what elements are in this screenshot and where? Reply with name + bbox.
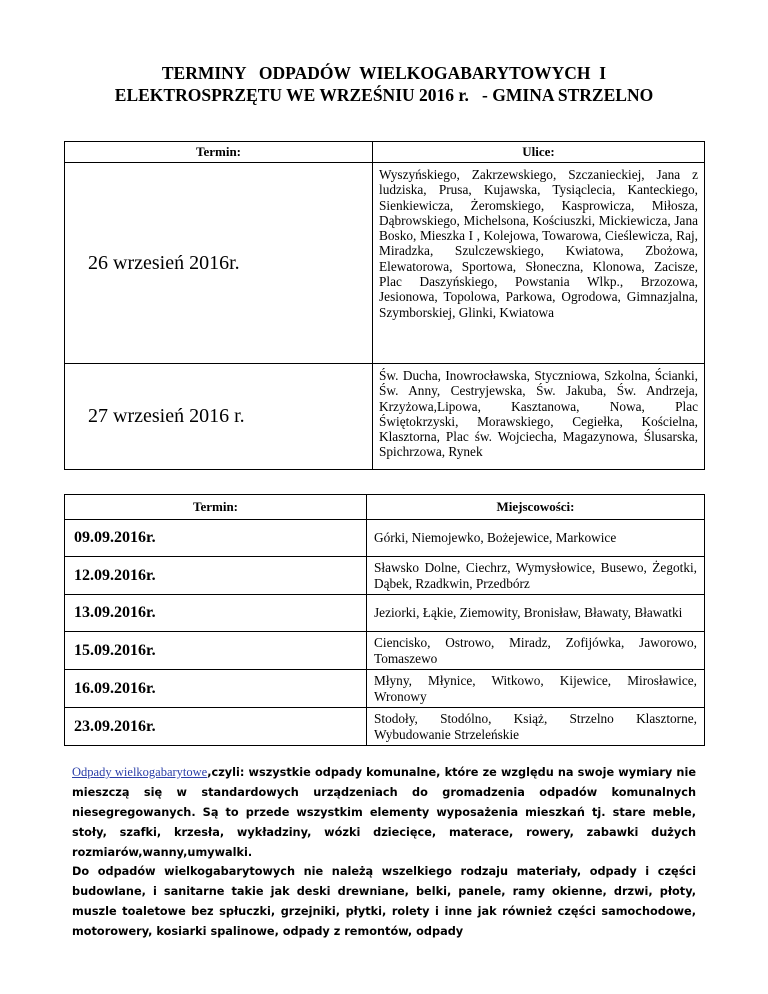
village-list: Młyny, Młynice, Witkowo, Kijewice, Mirosławice, Wronowy bbox=[367, 670, 705, 708]
exclusions-text: Do odpadów wielkogabarytowych nie należą wszelkiego rodzaju materiały, odpady i części budowlane, i sanitarne takie jak deski drewniane, belki, panele, ramy okienne, drzwi, płoty, muszle toaletowe bez spłuczki, grzejniki, płytki, rolety i inne jak również części samochodowe, motorowery, kosiarki spalinowe, odpady z remontów, odpady bbox=[72, 865, 696, 938]
collection-date: 13.09.2016r. bbox=[65, 595, 367, 632]
collection-date: 09.09.2016r. bbox=[65, 520, 367, 557]
table-row bbox=[65, 632, 705, 670]
collection-date: 12.09.2016r. bbox=[65, 557, 367, 595]
street-list: Wyszyńskiego, Zakrzewskiego, Szczanieckiej, Jana z ludziska, Prusa, Kujawska, Tysiąclecia, Kanteckiego, Sienkiewicza, Żeromskiego, Kasprowicza, Miłosza, Dąbrowskiego, Michelsona, Kościuszki, Mickiewicza, Jana Bosko, Mieszka I , Kolejowa, Towarowa, Cieślewicza, Raj, Miradzka, Szulczewskiego, Kwiatowa, Zbożowa, Elewatorowa, Sportowa, Słoneczna, Klonowa, Zacisze, Plac Daszyńskiego, Powstania Wlkp., Brzozowa, Jesionowa, Topolowa, Parkowa, Ogrodowa, Gimnazjalna, Szymborskiej, Glinki, Kwiatowa bbox=[373, 163, 705, 364]
column-header-places: Miejscowości: bbox=[367, 495, 705, 520]
definition-text: ,czyli: wszystkie odpady komunalne, które ze względu na swoje wymiary nie mieszczą się w standardowych urządzeniach do gromadzenia odpadów komunalnych niesegregowanych. Są to przede wszystkim elementy wyposażenia mieszkań tj. stare meble, stoły, szafki, krzesła, wykładziny, wózki dziecięce, materace, rowery, zabawki dużych rozmiarów,wanny,umywalki. bbox=[72, 766, 696, 859]
village-list: Górki, Niemojewko, Bożejewice, Markowice bbox=[367, 520, 705, 557]
bulky-waste-link[interactable]: Odpady wielkogabarytowe bbox=[72, 765, 208, 779]
document-title bbox=[0, 62, 768, 106]
collection-date: 26 wrzesień 2016r. bbox=[65, 163, 373, 364]
village-list: Sławsko Dolne, Ciechrz, Wymysłowice, Busewo, Żegotki, Dąbek, Rzadkwin, Przedbórz bbox=[367, 557, 705, 595]
collection-date: 27 wrzesień 2016 r. bbox=[65, 364, 373, 470]
table-row bbox=[65, 708, 705, 746]
exclusions-paragraph bbox=[72, 862, 696, 942]
villages-schedule-table bbox=[64, 494, 705, 746]
table-header-row bbox=[65, 495, 705, 520]
village-list: Jeziorki, Łąkie, Ziemowity, Bronisław, Bławaty, Bławatki bbox=[367, 595, 705, 632]
street-list: Św. Ducha, Inowrocławska, Styczniowa, Szkolna, Ścianki, Św. Anny, Cestryjewska, Św. Jakuba, Św. Andrzeja, Krzyżowa,Lipowa, Kasztanowa, Nowa, Plac Świętokrzyski, Morawskiego, Cegiełka, Kościelna, Klasztorna, Plac św. Wojciecha, Magazynowa, Ślusarska, Spichrzowa, Rynek bbox=[373, 364, 705, 470]
table-header-row bbox=[65, 142, 705, 163]
column-header-streets: Ulice: bbox=[373, 142, 705, 163]
village-list: Stodoły, Stodólno, Książ, Strzelno Klasztorne, Wybudowanie Strzeleńskie bbox=[367, 708, 705, 746]
collection-date: 16.09.2016r. bbox=[65, 670, 367, 708]
column-header-date: Termin: bbox=[65, 495, 367, 520]
table-row bbox=[65, 557, 705, 595]
table-row bbox=[65, 670, 705, 708]
table-row bbox=[65, 364, 705, 470]
table-row bbox=[65, 163, 705, 364]
collection-date: 15.09.2016r. bbox=[65, 632, 367, 670]
column-header-date: Termin: bbox=[65, 142, 373, 163]
table-row bbox=[65, 520, 705, 557]
streets-schedule-table bbox=[64, 141, 705, 470]
village-list: Ciencisko, Ostrowo, Miradz, Zofijówka, Jaworowo, Tomaszewo bbox=[367, 632, 705, 670]
collection-date: 23.09.2016r. bbox=[65, 708, 367, 746]
table-row bbox=[65, 595, 705, 632]
definition-paragraph bbox=[72, 762, 696, 863]
title-line-2: ELEKTROSPRZĘTU WE WRZEŚNIU 2016 r. - GMINA STRZELNO bbox=[114, 85, 654, 105]
title-line-1: TERMINY ODPADÓW WIELKOGABARYTOWYCH I bbox=[161, 63, 607, 83]
